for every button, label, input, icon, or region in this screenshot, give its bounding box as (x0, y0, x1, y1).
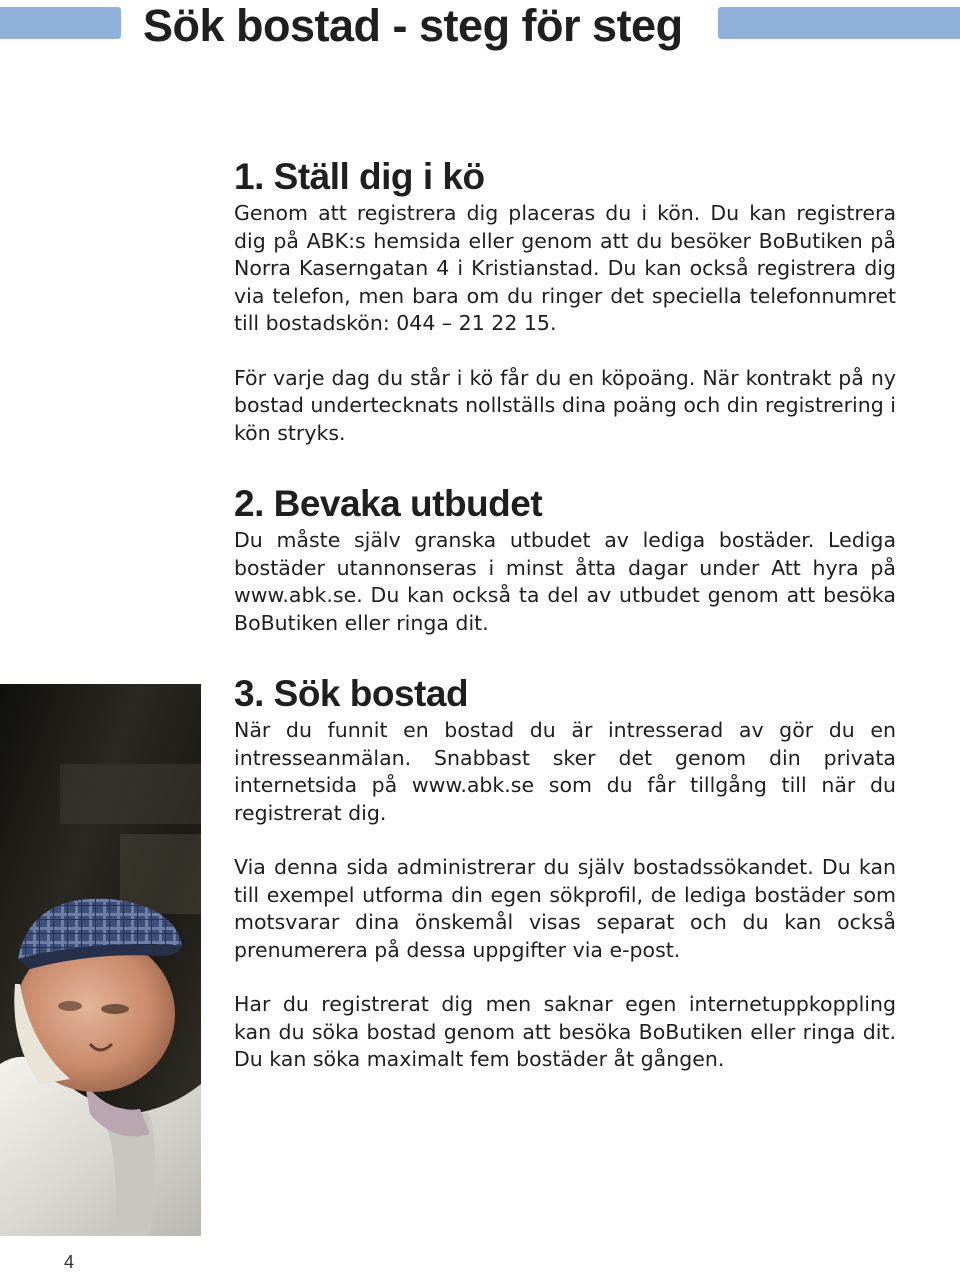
section-sok-bostad (234, 671, 896, 1074)
section-paragraph: För varje dag du står i kö får du en köpoäng. När kontrakt på ny bostad undertecknats nollställs dina poäng och din registrering i kön stryks. (234, 365, 896, 445)
header-accent-bar-left (0, 7, 121, 39)
section-heading: 1. Ställ dig i kö (234, 156, 485, 197)
section-heading: 2. Bevaka utbudet (234, 483, 543, 524)
section-paragraph: Via denna sida administrerar du själv bostadssökandet. Du kan till exempel utforma din egen sökprofil, de lediga bostäder som motsvarar dina önskemål visas separat och du kan också prenumerera på dessa uppgifter via e-post. (234, 855, 896, 962)
section-paragraph: Har du registrerat dig men saknar egen internetuppkoppling kan du söka bostad genom att besöka BoButiken eller ringa dit. Du kan söka maximalt fem bostäder åt gången. (234, 992, 896, 1071)
section-bevaka-utbudet (234, 481, 896, 637)
page-number: 4 (64, 1252, 75, 1272)
section-paragraph: Genom att registrera dig placeras du i kön. Du kan registrera dig på ABK:s hemsida eller genom att du besöker BoButiken på Norra Kaserngatan 4 i Kristianstad. Du kan också registrera dig via telefon, men bara om du ringer det speciella telefonnumret till bostadskön: 044 – 21 22 15. (234, 201, 896, 335)
header-accent-bar-right (718, 7, 960, 39)
section-paragraph: När du funnit en bostad du är intresserad av gör du en intresseanmälan. Snabbast sker det genom din privata internetsida på www.abk.se som du får tillgång till när du registrerat dig. (234, 718, 896, 825)
page-title: Sök bostad - steg för steg (143, 0, 683, 51)
main-content (234, 150, 896, 1074)
section-heading: 3. Sök bostad (234, 673, 469, 714)
photo-elderly-man-with-cap (0, 684, 201, 1236)
section-paragraph: Du måste själv granska utbudet av lediga bostäder. Lediga bostäder utannonseras i minst åtta dagar under Att hyra på www.abk.se. Du kan också ta del av utbudet genom att besöka BoButiken eller ringa dit. (234, 528, 896, 635)
section-stall-dig-i-ko (234, 154, 896, 447)
